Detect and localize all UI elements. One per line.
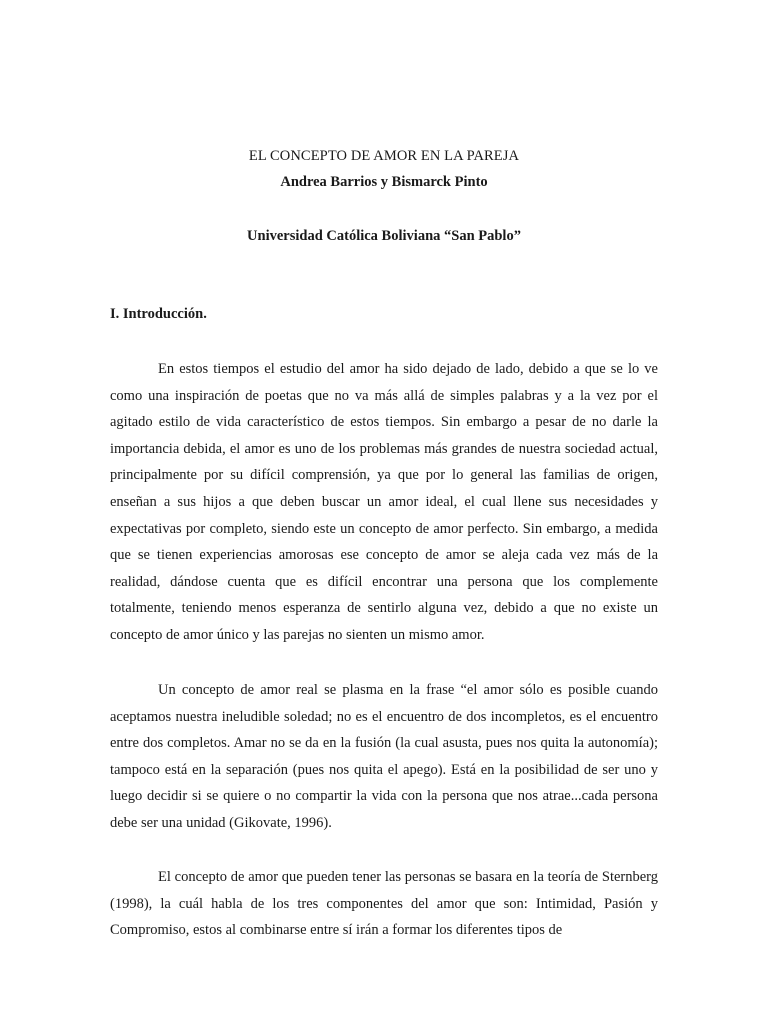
- paragraph: En estos tiempos el estudio del amor ha sido dejado de lado, debido a que se lo ve como una inspiración de poetas que no va más allá de simples palabras y a la vez por el agitado estilo de vida característico de estos tiempos. Sin embargo a pesar de no darle la importancia debida, el amor es uno de los problemas más grandes de nuestra sociedad actual, principalmente por su difícil comprensión, ya que por lo general las familias de origen, enseñan a sus hijos a que deben buscar un amor ideal, el cual llene sus necesidades y expectativas por completo, siendo este un concepto de amor perfecto. Sin embargo, a medida que se tienen experiencias amorosas ese concepto de amor se aleja cada vez más de la realidad, dándose cuenta que es difícil encontrar una persona que los complemente totalmente, teniendo menos esperanza de sentirlo alguna vez, debido a que no existe un concepto de amor único y las parejas no sienten un mismo amor.: [110, 361, 658, 643]
- paragraph: El concepto de amor que pueden tener las personas se basara en la teoría de Sternberg (1998), la cuál habla de los tres componentes del amor que son: Intimidad, Pasión y Compromiso, estos al combinarse entre sí irán a formar los diferentes tipos de: [110, 869, 658, 939]
- document-affiliation: Universidad Católica Boliviana “San Pablo”: [247, 228, 521, 244]
- paragraph: Un concepto de amor real se plasma en la frase “el amor sólo es posible cuando aceptamos nuestra ineludible soledad; no es el encuentro de dos incompletos, es el encuentro entre dos completos. Amar no se da en la fusión (la cual asusta, pues nos quita la autonomía); tampoco está en la separación (pues nos quita el apego). Está en la posibilidad de ser uno y luego decidir si se quiere o no compartir la vida con la persona que nos atrae...cada persona debe ser una unidad (Gikovate, 1996).: [110, 682, 658, 831]
- section-heading: I. Introducción.: [110, 306, 207, 322]
- document-title: EL CONCEPTO DE AMOR EN LA PAREJA: [248, 148, 520, 164]
- document-authors: Andrea Barrios y Bismarck Pinto: [280, 174, 488, 190]
